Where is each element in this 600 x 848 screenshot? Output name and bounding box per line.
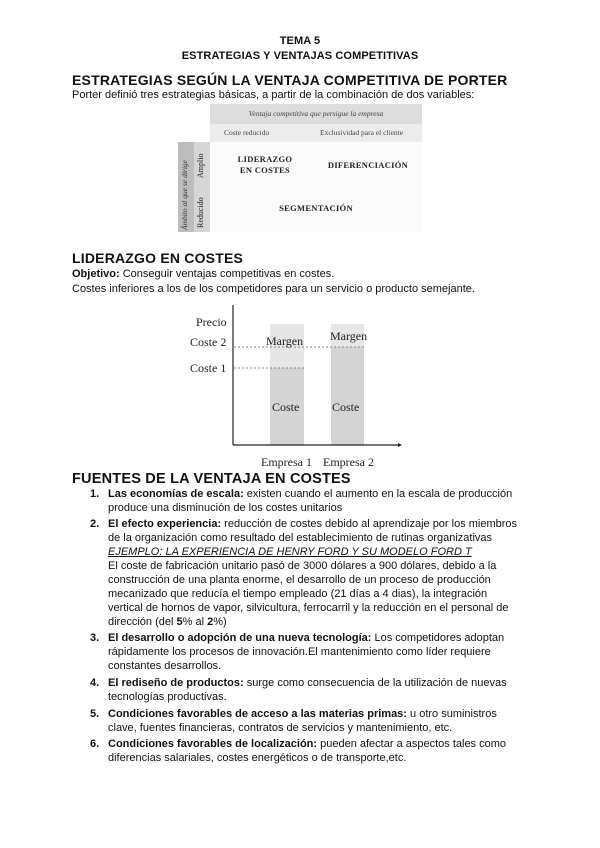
text-fragment: 5 — [176, 616, 183, 628]
row-header-amplio: Amplio — [196, 153, 205, 178]
list-item-text: diferencias salariales, costes energéticos o de transporte,etc. — [108, 752, 407, 764]
row-group-label: Ámbito al que se dirige — [180, 160, 189, 230]
x-label-empresa1: Empresa 1 — [261, 455, 312, 469]
liderazgo-heading: LIDERAZGO EN COSTES — [72, 250, 244, 266]
table-column-headers — [210, 124, 422, 142]
ford-example-text: construcción de una planta enorme, el desarrollo de un proceso de producción — [108, 574, 491, 586]
bar-empresa2-coste — [331, 347, 364, 445]
list-item-text: existen cuando el aumento en la escala de producción — [243, 488, 513, 500]
list-number: 4. — [90, 677, 100, 689]
list-number: 6. — [90, 738, 100, 750]
list-item-text: de la organización como resultado del establecimiento de rutinas organizativas — [108, 532, 493, 544]
list-number: 2. — [90, 518, 100, 530]
ford-example-text: vertical de hornos de vapor, silvicultura, ferrocarril y la reducción en el personal de — [108, 602, 509, 614]
list-item-text: clave, fuentes financieras, contratos de servicios y mantenimiento, etc. — [108, 722, 453, 734]
table-top-header: Ventaja competitiva que persigue la empresa — [210, 104, 422, 124]
cell-liderazgo-line2: EN COSTES — [239, 165, 291, 175]
cell-liderazgo-line1: LIDERAZGO — [237, 154, 293, 164]
row-header-column — [194, 142, 210, 232]
objetivo-label: Objetivo: — [72, 268, 120, 280]
cell-diferenciacion: DIFERENCIACIÓN — [327, 160, 409, 170]
tema-title: ESTRATEGIAS Y VENTAJAS COMPETITIVAS — [181, 50, 419, 62]
y-label-precio: Precio — [196, 315, 227, 329]
x-axis-arrow-icon — [398, 443, 402, 447]
text-fragment: % al — [182, 616, 208, 628]
porter-strategy-table — [178, 104, 422, 232]
list-item-text: Los competidores adoptan — [371, 632, 505, 644]
list-item-text: produce una disminución de los costes unitarios — [108, 502, 343, 514]
tema-number: TEMA 5 — [279, 35, 321, 47]
list-item-title: El desarrollo o adopción de una nueva tecnología: — [108, 632, 372, 644]
ford-example-text: El coste de fabricación unitario pasó de 3000 dólares a 900 dólares, debido a la — [108, 560, 497, 572]
list-item-title: El efecto experiencia: — [108, 518, 222, 530]
objetivo-text: Conseguir ventajas competitivas en costes. — [119, 268, 335, 280]
objetivo-line — [72, 267, 334, 281]
row-group-column — [178, 142, 194, 232]
ford-example-heading: EJEMPLO: LA EXPERIENCIA DE HENRY FORD Y SU MODELO FORD T — [108, 546, 472, 558]
list-item-text: u otro suministros — [406, 708, 497, 720]
list-item-text: pueden afectar a aspectos tales como — [317, 738, 507, 750]
liderazgo-description: Costes inferiores a los de los competidores para un servicio o producto semejante. — [72, 283, 475, 295]
table-body — [210, 142, 422, 232]
text-fragment: 2 — [207, 616, 214, 628]
ford-example-text — [108, 615, 528, 629]
y-tick-coste1: Coste 1 — [190, 361, 227, 375]
cost-leadership-chart — [180, 305, 420, 473]
col-header-coste: Coste reducido — [224, 128, 270, 137]
cell-segmentacion: SEGMENTACIÓN — [279, 203, 353, 213]
text-fragment: dirección (del — [108, 616, 177, 628]
porter-heading: ESTRATEGIAS SEGÚN LA VENTAJA COMPETITIVA DE PORTER — [72, 72, 508, 88]
row-header-reducido: Reducido — [196, 197, 205, 228]
title-block — [0, 34, 600, 64]
list-item-title: Condiciones favorables de acceso a las materias primas: — [108, 708, 407, 720]
list-item-text: tecnologías productivas. — [108, 691, 227, 703]
list-item-text: surge como consecuencia de la utilización de nuevas — [243, 677, 507, 689]
list-number: 1. — [90, 488, 100, 500]
list-item-title: El rediseño de productos: — [108, 677, 244, 689]
label-margen-empresa1: Margen — [266, 334, 304, 348]
porter-intro: Porter definió tres estrategias básicas, a partir de la combinación de dos variables: — [72, 89, 475, 101]
cell-liderazgo-costes — [220, 154, 310, 176]
ford-example-text: mecanizado que reducía el tiempo empleado (21 días a 4 dias), la integración — [108, 588, 488, 600]
list-item-text: rápidamente los procesos de innovación.El mantenimiento como líder requiere — [108, 646, 491, 658]
label-coste-empresa2: Coste — [332, 400, 360, 414]
y-tick-coste2: Coste 2 — [190, 335, 227, 349]
list-number: 5. — [90, 708, 100, 720]
label-margen-empresa2: Margen — [330, 329, 368, 343]
list-item-text: reducción de costes debido al aprendizaje por los miembros — [221, 518, 518, 530]
list-item-text: constantes desarrollos. — [108, 660, 222, 672]
list-item-title: Las economías de escala: — [108, 488, 244, 500]
label-coste-empresa1: Coste — [272, 400, 300, 414]
chart-plot-area — [180, 305, 420, 473]
list-number: 3. — [90, 632, 100, 644]
fuentes-heading: FUENTES DE LA VENTAJA EN COSTES — [72, 471, 351, 487]
col-header-exclusividad: Exclusividad para el cliente — [320, 128, 404, 137]
x-label-empresa2: Empresa 2 — [323, 455, 374, 469]
text-fragment: %) — [213, 616, 227, 628]
list-item-title: Condiciones favorables de localización: — [108, 738, 318, 750]
